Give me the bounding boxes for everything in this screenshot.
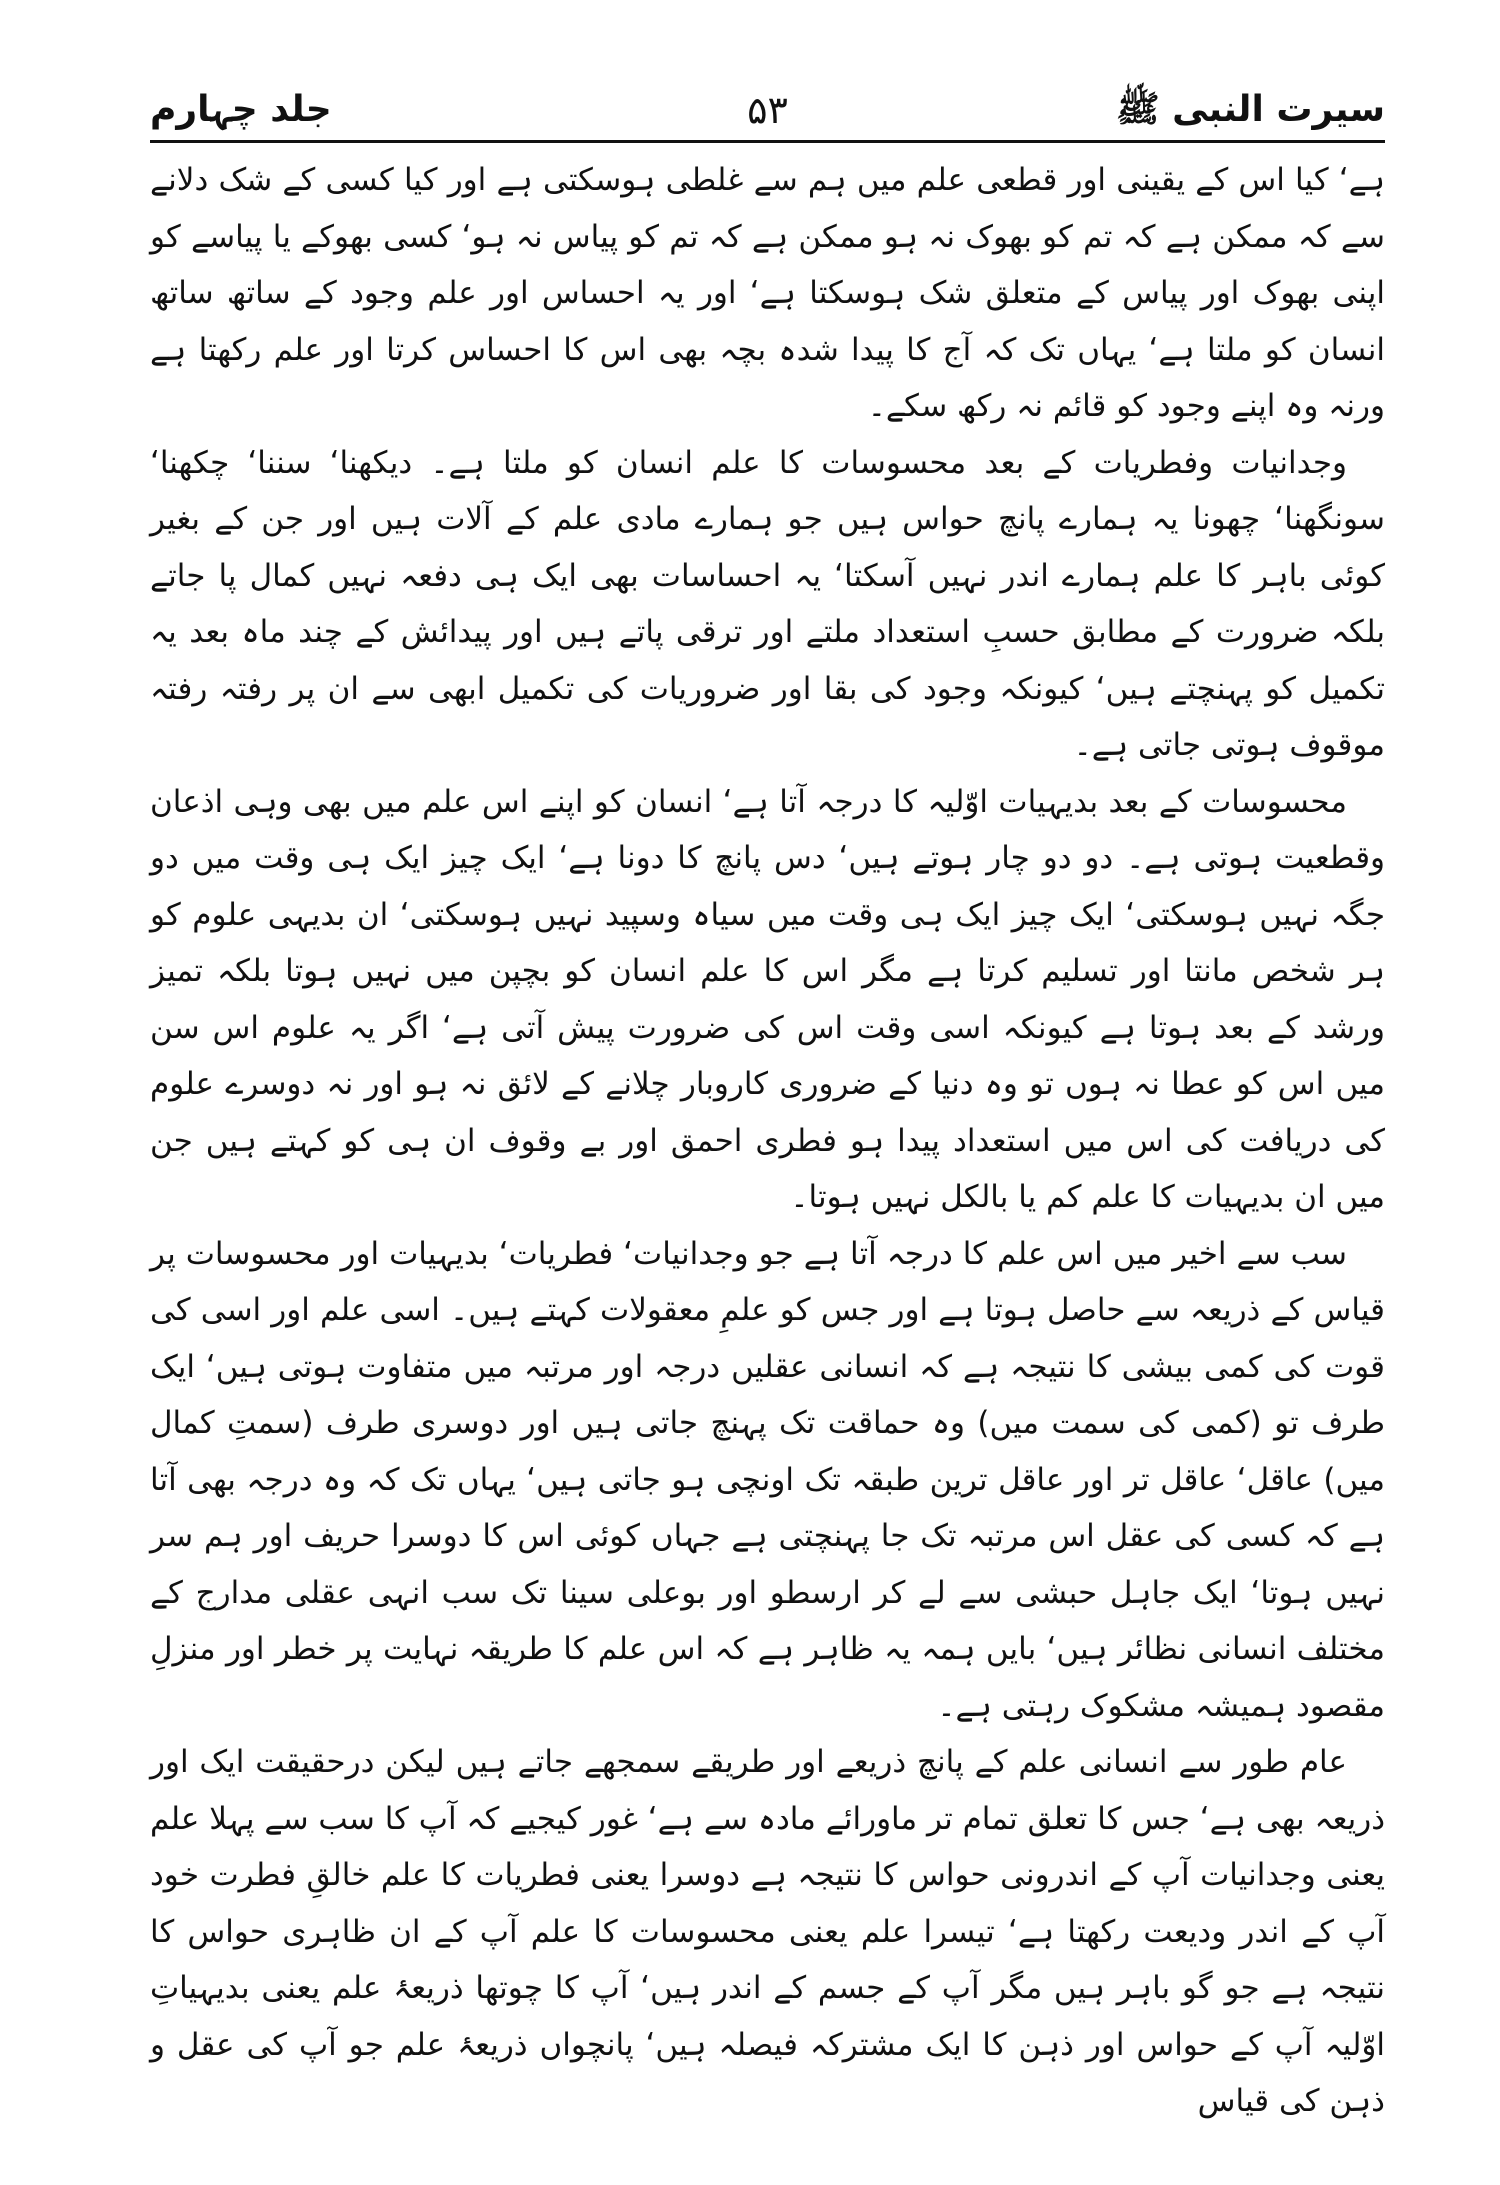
header-rule — [150, 140, 1385, 143]
paragraph-2: وجدانیات وفطریات کے بعد محسوسات کا علم انسان کو ملتا ہے۔ دیکھنا‘ سننا‘ چکھنا‘ سونگھنا‘ چھونا یہ ہمارے پانچ حواس ہیں جو ہمارے مادی علم کے آلات ہیں اور جن کے بغیر کوئی باہر کا علم ہمارے اندر نہیں آسکتا‘ یہ احساسات بھی ایک ہی دفعہ نہیں کمال پا جاتے بلکہ ضرورت کے مطابق حسبِ استعداد ملتے اور ترقی پاتے ہیں اور پیدائش کے چند ماہ بعد یہ تکمیل کو پہنچتے ہیں‘ کیونکہ وجود کی بقا اور ضروریات کی تکمیل ابھی سے ان پر رفتہ رفتہ موقوف ہوتی جاتی ہے۔ — [150, 444, 1385, 763]
paragraph-4: سب سے اخیر میں اس علم کا درجہ آتا ہے جو وجدانیات‘ فطریات‘ بدیہیات اور محسوسات پر قیاس کے ذریعہ سے حاصل ہوتا ہے اور جس کو علمِ معقولات کہتے ہیں۔ اسی علم اور اسی کی قوت کی کمی بیشی کا نتیجہ ہے کہ انسانی عقلیں درجہ اور مرتبہ میں متفاوت ہوتی ہیں‘ ایک طرف تو (کمی کی سمت میں) وہ حماقت تک پہنچ جاتی ہیں اور دوسری طرف (سمتِ کمال میں) عاقل‘ عاقل تر اور عاقل ترین طبقہ تک اونچی ہو جاتی ہیں‘ یہاں تک کہ وہ درجہ بھی آتا ہے کہ کسی کی عقل اس مرتبہ تک جا پہنچتی ہے جہاں کوئی اس کا دوسرا حریف اور ہم سر نہیں ہوتا‘ ایک جاہل حبشی سے لے کر ارسطو اور بوعلی سینا تک سب انہی عقلی مدارج کے مختلف انسانی نظائر ہیں‘ بایں ہمہ یہ ظاہر ہے کہ اس علم کا طریقہ نہایت پر خطر اور منزلِ مقصود ہمیشہ مشکوک رہتی ہے۔ — [150, 1235, 1385, 1724]
paragraph-5: عام طور سے انسانی علم کے پانچ ذریعے اور طریقے سمجھے جاتے ہیں لیکن درحقیقت ایک اور ذریعہ بھی ہے‘ جس کا تعلق تمام تر ماورائے مادہ سے ہے‘ غور کیجیے کہ آپ کا سب سے پہلا علم یعنی وجدانیات آپ کے اندرونی حواس کا نتیجہ ہے دوسرا یعنی فطریات کا علم خالقِ فطرت خود آپ کے اندر ودیعت رکھتا ہے‘ تیسرا علم یعنی محسوسات کا علم آپ کے ان ظاہری حواس کا نتیجہ ہے جو گو باہر ہیں مگر آپ کے جسم کے اندر ہیں‘ آپ کا چوتھا ذریعۂ علم یعنی بدیہیاتِ اوّلیہ آپ کے حواس اور ذہن کا ایک مشترکہ فیصلہ ہیں‘ پانچواں ذریعۂ علم جو آپ کی عقل و ذہن کی قیاس — [150, 1744, 1385, 2119]
page-number: ۵۳ — [747, 88, 788, 132]
book-title: سیرت النبی ﷺ — [1116, 89, 1385, 130]
paragraph-3: محسوسات کے بعد بدیہیات اوّلیہ کا درجہ آتا ہے‘ انسان کو اپنے اس علم میں بھی وہی اذعان وقطعیت ہوتی ہے۔ دو دو چار ہوتے ہیں‘ دس پانچ کا دونا ہے‘ ایک چیز ایک ہی وقت میں دو جگہ نہیں ہوسکتی‘ ایک چیز ایک ہی وقت میں سیاہ وسپید نہیں ہوسکتی‘ ان بدیہی علوم کو ہر شخص مانتا اور تسلیم کرتا ہے مگر اس کا علم انسان کو بچپن میں نہیں ہوتا بلکہ تمیز ورشد کے بعد ہوتا ہے کیونکہ اسی وقت اس کی ضرورت پیش آتی ہے‘ اگر یہ علوم اس سن میں اس کو عطا نہ ہوں تو وہ دنیا کے ضروری کاروبار چلانے کے لائق نہ ہو اور نہ دوسرے علوم کی دریافت کی اس میں استعداد پیدا ہو فطری احمق اور بے وقوف ان ہی کو کہتے ہیں جن میں ان بدیہیات کا علم کم یا بالکل نہیں ہوتا۔ — [150, 783, 1385, 1215]
page-body — [150, 152, 1385, 2130]
page-header — [150, 72, 1385, 134]
paragraph-1: ہے‘ کیا اس کے یقینی اور قطعی علم میں ہم سے غلطی ہوسکتی ہے اور کیا کسی کے شک دلانے سے کہ ممکن ہے کہ تم کو بھوک نہ ہو ممکن ہے کہ تم کو پیاس نہ ہو‘ کسی بھوکے یا پیاسے کو اپنی بھوک اور پیاس کے متعلق شک ہوسکتا ہے‘ اور یہ احساس اور علم وجود کے ساتھ ساتھ انسان کو ملتا ہے‘ یہاں تک کہ آج کا پیدا شدہ بچہ بھی اس کا احساس کرتا اور علم رکھتا ہے ورنہ وہ اپنے وجود کو قائم نہ رکھ سکے۔ — [150, 162, 1385, 424]
volume-label: جلد چہارم — [150, 89, 332, 130]
